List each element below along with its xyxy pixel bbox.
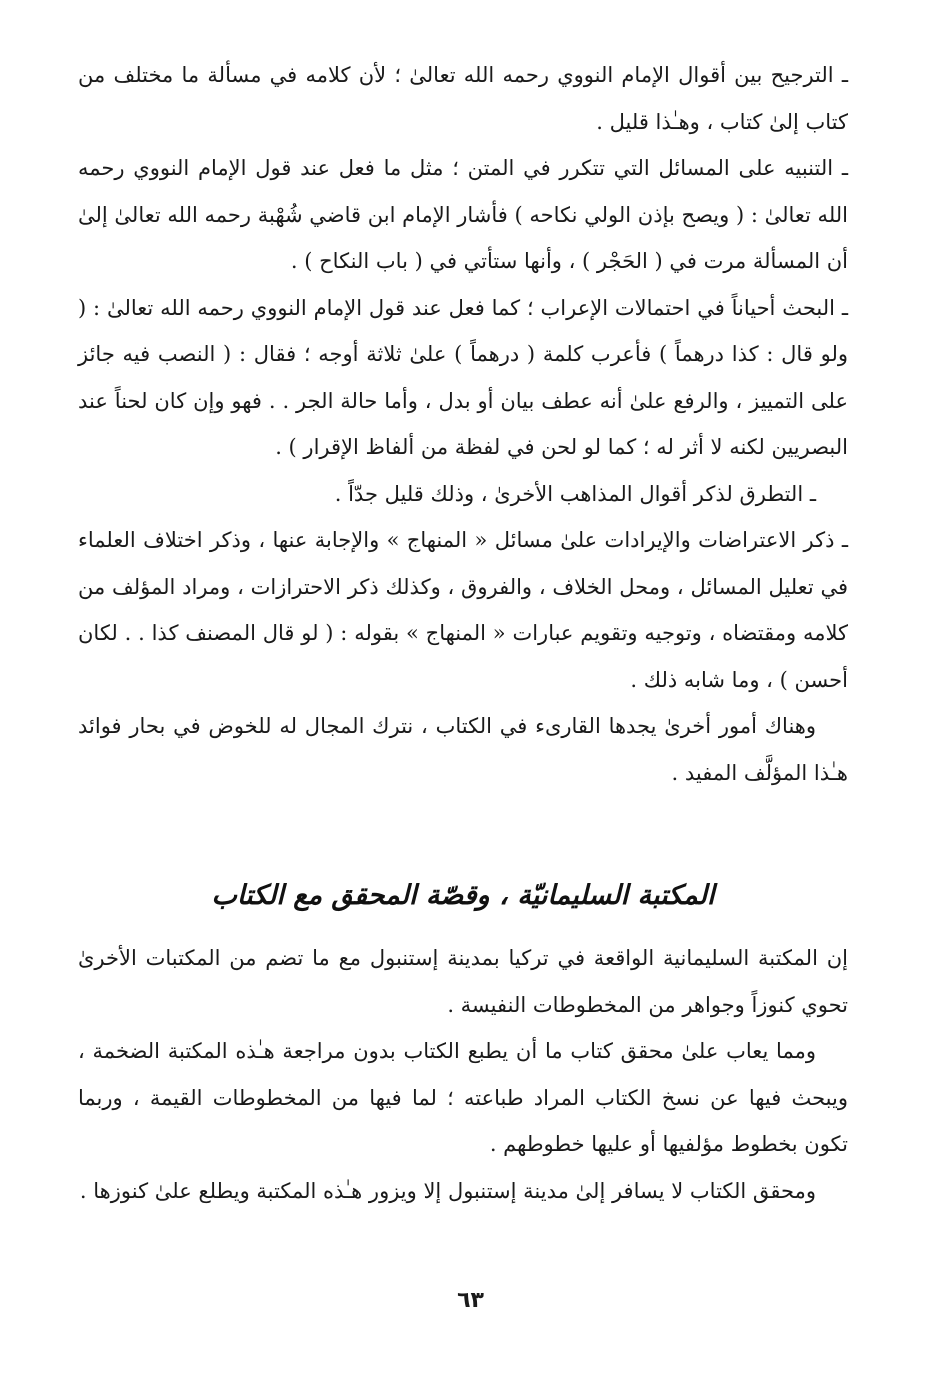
page-number: ٦٣ — [457, 1288, 484, 1313]
paragraph-irab: ـ البحث أحياناً في احتمالات الإعراب ؛ كما فعل عند قول الإمام النووي رحمه الله تعالىٰ : ( ولو قال : كذا درهماً ) فأعرب كلمة ( درهماً ) علىٰ ثلاثة أوجه ؛ فقال : ( النصب فيه جائز على التمييز ، والرفع علىٰ أنه عطف بيان أو بدل ، وأما حالة الجر . . فهو وإن كان لحناً عند البصريين لكنه لا أثر له ؛ كما لو لحن في لفظة من ألفاظ الإقرار ) . — [78, 295, 848, 459]
bottom-text-block — [78, 935, 848, 1214]
paragraph-tanbih: ـ التنبيه على المسائل التي تتكرر في المتن ؛ مثل ما فعل عند قول الإمام النووي رحمه الله تعالىٰ : ( ويصح بإذن الولي نكاحه ) فأشار الإمام ابن قاضي شُهْبة رحمه الله تعالىٰ إلىٰ أن المسألة مرت في ( الحَجْر ) ، وأنها ستأتي في ( باب النكاح ) . — [78, 156, 848, 273]
section-heading: المكتبة السليمانيّة ، وقصّة المحقق مع الكتاب — [211, 880, 715, 911]
paragraph-maktaba: إن المكتبة السليمانية الواقعة في تركيا بمدينة إستنبول مع ما تضم من المكتبات الأخرىٰ تحوي كنوزاً وجواهر من المخطوطات النفيسة . — [78, 946, 848, 1017]
paragraph-madhahib: ـ التطرق لذكر أقوال المذاهب الأخرىٰ ، وذلك قليل جدّاً . — [334, 481, 816, 506]
paragraph-tarjih: ـ الترجيح بين أقوال الإمام النووي رحمه الله تعالىٰ ؛ لأن كلامه في مسألة ما مختلف من كتاب إلىٰ كتاب ، وهـٰذا قليل . — [78, 63, 848, 134]
paragraph-yuab: ومما يعاب علىٰ محقق كتاب ما أن يطبع الكتاب بدون مراجعة هـٰذه المكتبة الضخمة ، ويبحث فيها عن نسخ الكتاب المراد طباعته ؛ لما فيها من المخطوطات القيمة ، وربما تكون بخطوط مؤلفيها أو عليها خطوطهم . — [78, 1039, 848, 1156]
paragraph-itiradat: ـ ذكر الاعتراضات والإيرادات علىٰ مسائل « المنهاج » والإجابة عنها ، وذكر اختلاف العلماء في تعليل المسائل ، ومحل الخلاف ، والفروق ، وكذلك ذكر الاحترازات ، ومراد المؤلف من كلامه ومقتضاه ، وتوجيه وتقويم عبارات « المنهاج » بقوله : ( لو قال المصنف كذا . . لكان أحسن ) ، وما شابه ذلك . — [78, 528, 848, 692]
top-text-block — [78, 52, 848, 796]
paragraph-muhaqqiq: ومحقق الكتاب لا يسافر إلىٰ مدينة إستنبول إلا ويزور هـٰذه المكتبة ويطلع علىٰ كنوزها . — [79, 1178, 816, 1203]
paragraph-umur-ukhra: وهناك أمور أخرىٰ يجدها القارىء في الكتاب ، نترك المجال له للخوض في بحار فوائد هـٰذا المؤلَّف المفيد . — [78, 714, 848, 785]
